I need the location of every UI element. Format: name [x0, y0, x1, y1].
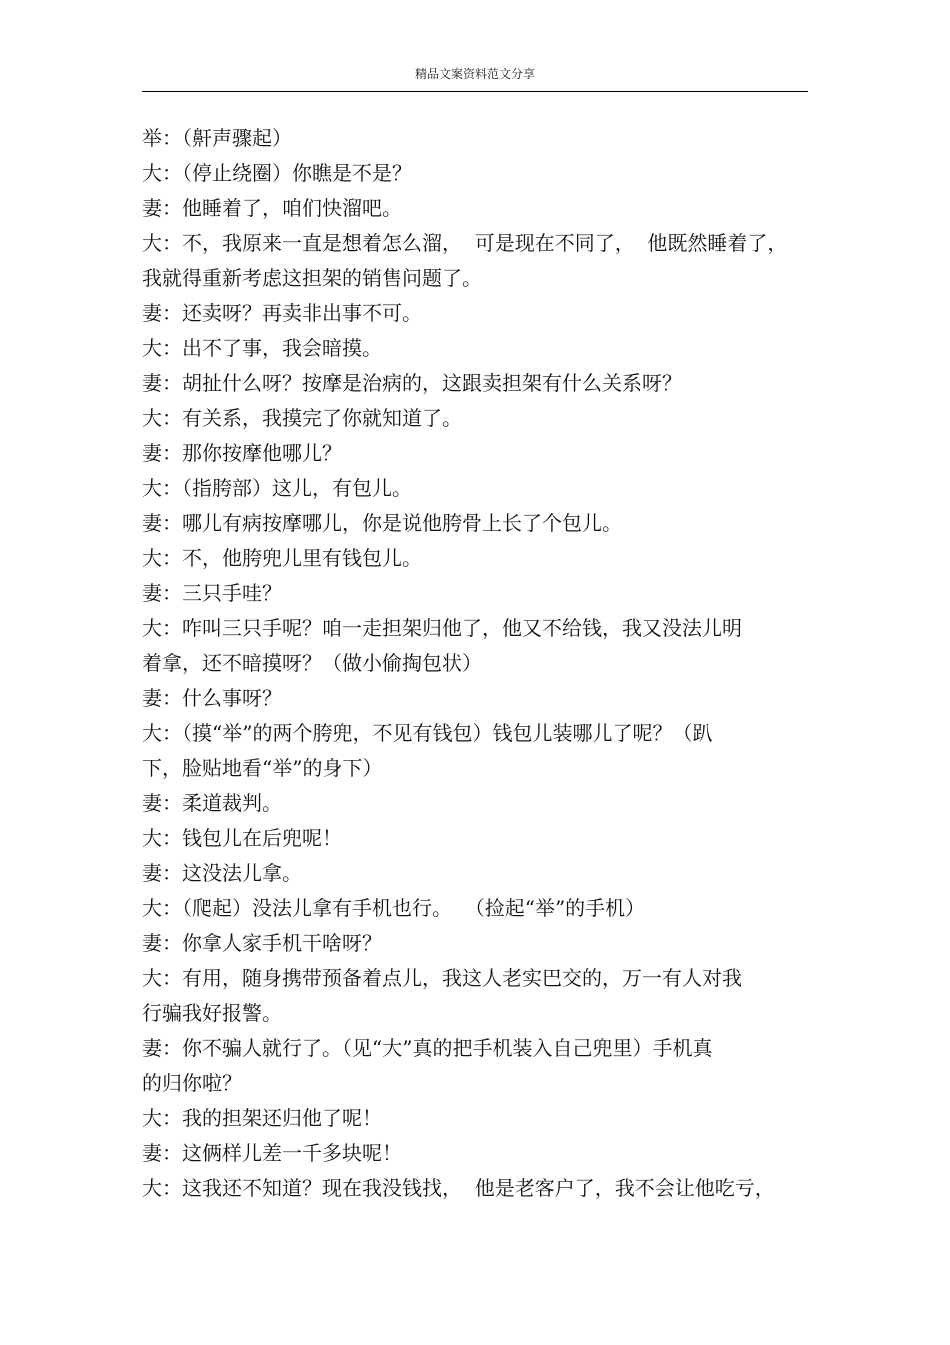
script-line: 妻：三只手哇？	[142, 581, 282, 605]
script-line: 大：咋叫三只手呢？咱一走担架归他了，他又不给钱，我又没法儿明	[142, 616, 742, 640]
script-line: 妻：胡扯什么呀？按摩是治病的，这跟卖担架有什么关系呀？	[142, 371, 682, 395]
page-header: 精品文案资料范文分享	[414, 67, 535, 81]
script-line: 大：（指胯部）这儿，有包儿。	[142, 476, 412, 500]
script-line: 下，脸贴地看“举”的身下）	[142, 756, 383, 780]
script-line: 妻：他睡着了，咱们快溜吧。	[142, 196, 402, 220]
script-line: 大：（摸“举”的两个胯兜，不见有钱包）钱包儿装哪儿了呢？（趴	[142, 721, 713, 745]
script-line: 妻：还卖呀？再卖非出事不可。	[142, 301, 422, 325]
script-line: 我就得重新考虑这担架的销售问题了。	[142, 266, 482, 290]
script-line: 大：（停止绕圈）你瞧是不是？	[142, 161, 412, 185]
script-line: 大：有关系，我摸完了你就知道了。	[142, 406, 462, 430]
script-line: 着拿，还不暗摸呀？（做小偷掏包状）	[142, 651, 482, 675]
script-line: 大：钱包儿在后兜呢！	[142, 826, 342, 850]
header-divider	[142, 91, 808, 92]
script-line: 行骗我好报警。	[142, 1001, 282, 1025]
script-line: 妻：那你按摩他哪儿？	[142, 441, 342, 465]
script-line: 举：（鼾声骤起）	[142, 126, 292, 150]
script-line: 妻：你不骗人就行了。（见“大”真的把手机装入自己兜里）手机真	[142, 1036, 713, 1060]
script-line: 大：我的担架还归他了呢！	[142, 1106, 382, 1130]
script-line: 妻：这俩样儿差一千多块呢！	[142, 1141, 402, 1165]
script-line: 妻：你拿人家手机干啥呀？	[142, 931, 382, 955]
script-line: 大：不，他胯兜儿里有钱包儿。	[142, 546, 422, 570]
script-line: 妻：这没法儿拿。	[142, 861, 302, 885]
script-line: 妻：柔道裁判。	[142, 791, 282, 815]
script-line: 大：有用，随身携带预备着点儿，我这人老实巴交的，万一有人对我	[142, 966, 742, 990]
script-line: 妻：什么事呀？	[142, 686, 282, 710]
script-body	[142, 121, 808, 1206]
script-line: 的归你啦？	[142, 1071, 242, 1095]
script-line: 妻：哪儿有病按摩哪儿，你是说他胯骨上长了个包儿。	[142, 511, 622, 535]
script-line: 大：出不了事，我会暗摸。	[142, 336, 382, 360]
script-line: 大：（爬起）没法儿拿有手机也行。 （捡起“举”的手机）	[142, 896, 646, 920]
script-line: 大：不，我原来一直是想着怎么溜， 可是现在不同了， 他既然睡着了，	[142, 231, 788, 255]
script-line: 大：这我还不知道？现在我没钱找， 他是老客户了，我不会让他吃亏，	[142, 1176, 775, 1200]
